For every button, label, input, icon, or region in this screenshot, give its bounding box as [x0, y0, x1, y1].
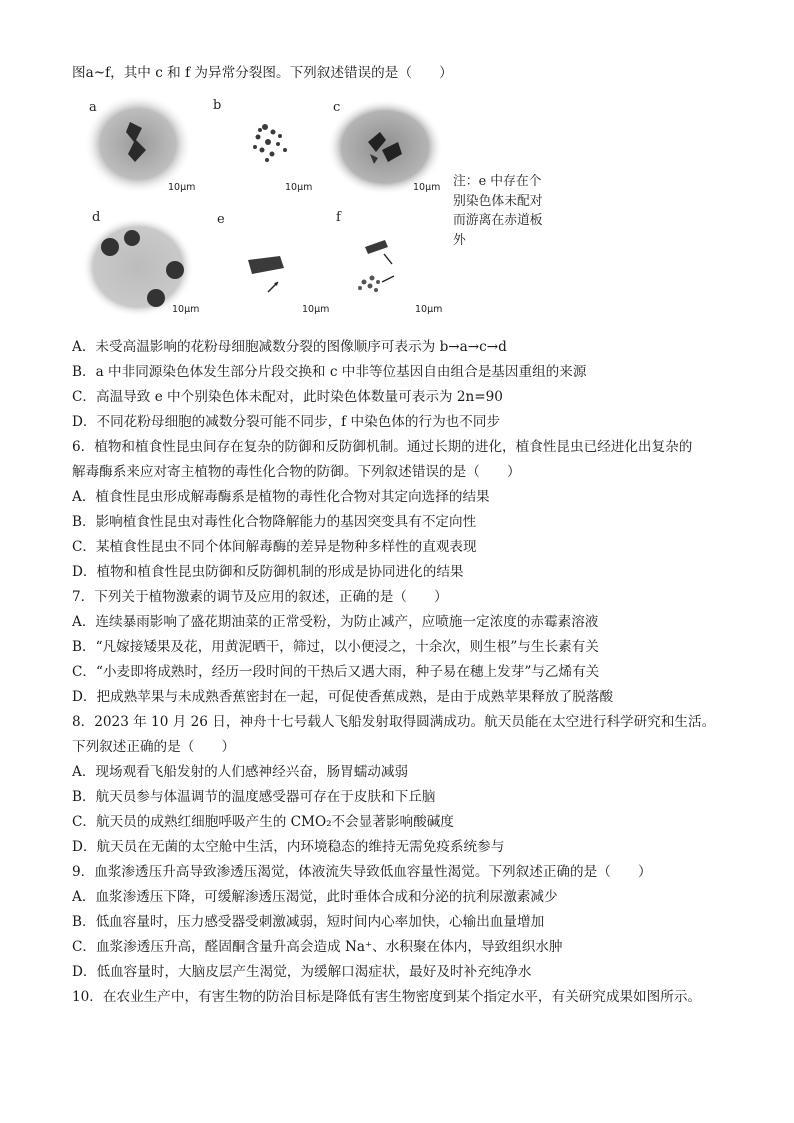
panel-f-image — [358, 240, 394, 292]
scale-bar-c: 10μm — [413, 182, 441, 193]
q8-stem-line1: 8．2023 年 10 月 26 日，神舟十七号载人飞船发射取得圆满成功。航天员能在太空进行科学研究和生活。 — [72, 714, 716, 730]
panel-d-label: d — [92, 210, 101, 225]
q8-option-a: A．现场观看飞船发射的人们感神经兴奋，肠胃蠕动减弱 — [72, 764, 409, 780]
question-intro: 图a~f，其中 c 和 f 为异常分裂图。下列叙述错误的是（ ） — [72, 65, 453, 81]
q8-stem-line2: 下列叙述正确的是（ ） — [72, 739, 236, 755]
q5-option-d: D．不同花粉母细胞的减数分裂可能不同步，f 中染色体的行为也不同步 — [72, 414, 501, 430]
panel-f-label: f — [336, 210, 341, 225]
scale-bar-f: 10μm — [415, 304, 443, 315]
panel-c-image — [327, 99, 443, 195]
q6-stem-line1: 6．植物和植食性昆虫间存在复杂的防御和反防御机制。通过长期的进化，植食性昆虫已经进化出复杂的 — [72, 439, 693, 455]
q9-option-d: D．低血容量时，大脑皮层产生渴觉，为缓解口渴症状，最好及时补充纯净水 — [72, 964, 532, 980]
q7-option-a: A．连续暴雨影响了盛花期油菜的正常受粉，为防止减产，应喷施一定浓度的赤霉素溶液 — [72, 614, 599, 630]
q7-option-c: C．“小麦即将成熟时，经历一段时间的干热后又遇大雨，种子易在穗上发芽”与乙烯有关 — [72, 664, 600, 680]
scale-bar-d: 10μm — [172, 304, 200, 315]
panel-b-label: b — [213, 98, 222, 113]
figure-note: 注：e 中存在个别染色体未配对而游离在赤道板外 — [453, 174, 543, 248]
q6-option-b: B．影响植食性昆虫对毒性化合物降解能力的基因突变具有不定向性 — [72, 514, 477, 530]
q8-option-b: B．航天员参与体温调节的温度感受器可存在于皮肤和下丘脑 — [72, 789, 436, 805]
panel-e-image — [248, 256, 284, 292]
q9-option-c: C．血浆渗透压升高，醛固酮含量升高会造成 Na⁺、水积聚在体内，导致组织水肿 — [72, 939, 563, 955]
q6-option-d: D．植物和植食性昆虫防御和反防御机制的形成是协同进化的结果 — [72, 564, 464, 580]
q5-option-a: A．未受高温影响的花粉母细胞减数分裂的图像顺序可表示为 b→a→c→d — [72, 339, 507, 355]
q7-stem: 7．下列关于植物激素的调节及应用的叙述，正确的是（ ） — [72, 589, 448, 605]
panel-b-image — [253, 124, 287, 162]
q6-stem-line2: 解毒酶系来应对寄主植物的毒性化合物的防御。下列叙述错误的是（ ） — [72, 464, 521, 480]
panel-a-label: a — [89, 100, 97, 115]
q5-option-c: C．高温导致 e 中个别染色体未配对，此时染色体数量可表示为 2n=90 — [72, 389, 503, 405]
panel-c-label: c — [333, 100, 341, 115]
scale-bar-a: 10μm — [168, 182, 196, 193]
panel-e-label: e — [217, 212, 225, 227]
scale-bar-e: 10μm — [302, 304, 330, 315]
q7-option-d: D．把成熟苹果与未成熟香蕉密封在一起，可促使香蕉成熟，是由于成熟苹果释放了脱落酸 — [72, 689, 614, 705]
q5-option-b: B．a 中非同源染色体发生部分片段交换和 c 中非等位基因自由组合是基因重组的来源 — [72, 364, 587, 380]
q6-option-c: C．某植食性昆虫不同个体间解毒酶的差异是物种多样性的直观表现 — [72, 539, 477, 555]
q7-option-b: B．“凡嫁接矮果及花，用黄泥晒干，筛过，以小便浸之，十余次，则生根”与生长素有关 — [72, 639, 599, 655]
q8-option-d: D．航天员在无菌的太空舱中生活，内环境稳态的维持无需免疫系统参与 — [72, 839, 505, 855]
panel-d-image — [82, 217, 194, 317]
panel-a-image — [84, 94, 192, 194]
q9-option-a: A．血浆渗透压下降，可缓解渗透压渴觉，此时垂体合成和分泌的抗利尿激素减少 — [72, 889, 558, 905]
q9-stem: 9．血浆渗透压升高导致渗透压渴觉，体液流失导致低血容量性渴觉。下列叙述正确的是（ ） — [72, 864, 652, 880]
q8-option-c: C．航天员的成熟红细胞呼吸产生的 CMO₂不会显著影响酸碱度 — [72, 814, 454, 830]
q6-option-a: A．植食性昆虫形成解毒酶系是植物的毒性化合物对其定向选择的结果 — [72, 489, 490, 505]
q9-option-b: B．低血容量时，压力感受器受刺激减弱，短时间内心率加快，心输出血量增加 — [72, 914, 545, 930]
q10-stem: 10．在农业生产中，有害生物的防治目标是降低有害生物密度到某个指定水平，有关研究成果如图所示。 — [72, 989, 702, 1005]
scale-bar-b: 10μm — [285, 182, 313, 193]
